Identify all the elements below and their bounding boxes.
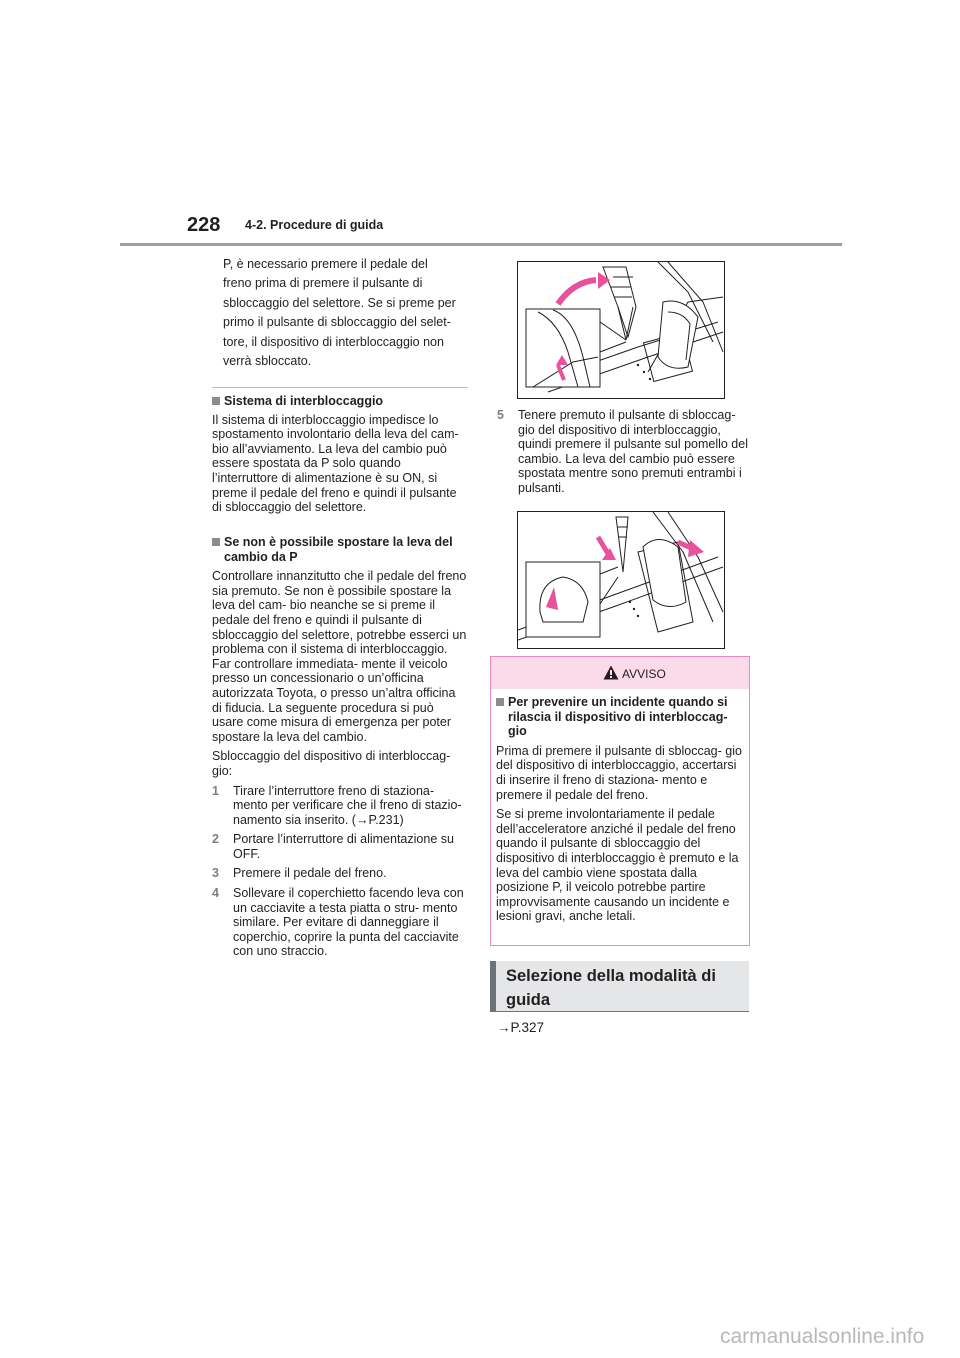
intro-line: verrà sbloccato. [223,354,312,369]
interlock-text: Il sistema di interbloccaggio impedisce lo spostamento involontario della leva del cam- bio all’avviamento. La leva del cambio può essere spostata da P solo quando l’interruttore di alimentazione è su ON, si preme il pedale del freno e quindi il pulsante di sbloccaggio del selettore. [212,412,459,515]
intro-line: P, è necessario premere il pedale del [223,257,428,271]
step-item: 1 Tirare l’interruttore freno di staziona- mento per verificare che il freno di stazio- namento sia inserito. (→P.231) [212,783,462,827]
warning-triangle-icon [603,665,619,680]
header-rule [120,243,842,246]
screwdriver-lift-illustration [517,261,725,399]
bullet-square-icon [212,397,220,405]
interlock-heading: Sistema di interbloccaggio [212,394,468,409]
page-reference-link[interactable]: →P.327 [497,1020,545,1035]
cannot-shift-text: Controllare innanzitutto che il pedale del freno sia premuto. Se non è possibile spostare la leva del cam- bio neanche se si preme il pedale del freno e quindi il pulsante di sbloccaggio del selettore, potrebbe esserci un problema con il sistema di interbloccaggio. Far controllare immediata- mente il veicolo presso un concessionario o un’officina autorizzata Toyota, o presso un’altra officina di fiducia. La seguente procedura si può usare come misura di emergenza per poter spostare la leva del cambio. [212,569,467,744]
intro-line: freno prima di premere il pulsante di [223,276,423,291]
bullet-square-icon [212,538,220,546]
section-title: 4-2. Procedure di guida [245,218,384,232]
drive-mode-heading-box [490,961,749,1011]
intro-line: sbloccaggio del selettore. Se si preme per [223,295,456,310]
intro-line: tore, il dispositivo di interbloccaggio non [223,334,444,349]
bullet-square-icon [496,698,504,706]
intro-line: primo il pulsante di sbloccaggio del selet- [223,315,451,330]
cannot-shift-section [212,535,468,959]
interlock-section [212,394,468,515]
watermark: carmanualsonline.info [720,1325,925,1348]
drive-mode-heading: Selezione della modalità di guida [506,967,716,1009]
warning-header [491,657,749,689]
warning-para: Se si preme involontariamente il pedale dell’acceleratore anziché il pedale del freno quando il pulsante di sbloccaggio del dispositivo di interbloccaggio è premuto e la leva del cambio viene spostata dalla posizione P, il veicolo potrebbe partire improvvisamente causando un incidente e lesioni gravi, anche letali. [496,807,739,924]
press-buttons-illustration [517,511,725,649]
warning-heading: Per prevenire un incidente quando si rilascia il dispositivo di interbloccag- gio [496,695,744,739]
step-item: 3 Premere il pedale del freno. [212,866,387,881]
step-item: 2 Portare l’interruttore di alimentazione su OFF. [212,832,454,861]
warning-title: AVVISO [622,667,666,681]
warning-box [490,656,750,946]
heading-underline [490,1011,749,1012]
step-item: 4 Sollevare il coperchietto facendo leva con un cacciavite a testa piatta o stru- mento similare. Per evitare di danneggiare il coperchio, coprire la punta del cacciavite con uno straccio. [212,886,464,959]
release-intro: Sbloccaggio del dispositivo di interbloccag- gio: [212,749,451,778]
divider [212,387,468,388]
step-5 [497,408,749,496]
cannot-shift-heading: Se non è possibile spostare la leva del cambio da P [212,535,468,564]
intro-paragraph [223,255,468,371]
page-number: 228 [187,214,221,236]
warning-para: Prima di premere il pulsante di sbloccag- gio del dispositivo di interbloccaggio, accertarsi di inserire il freno di staziona- mento e premere il pedale del freno. [496,743,742,802]
step-item: 5 Tenere premuto il pulsante di sbloccag- gio del dispositivo di interbloccaggio, quindi premere il pulsante sul pomello del cambio. La leva del cambio può essere spostata mentre sono premuti entrambi i pulsanti. [497,408,748,495]
warning-body [491,689,749,924]
